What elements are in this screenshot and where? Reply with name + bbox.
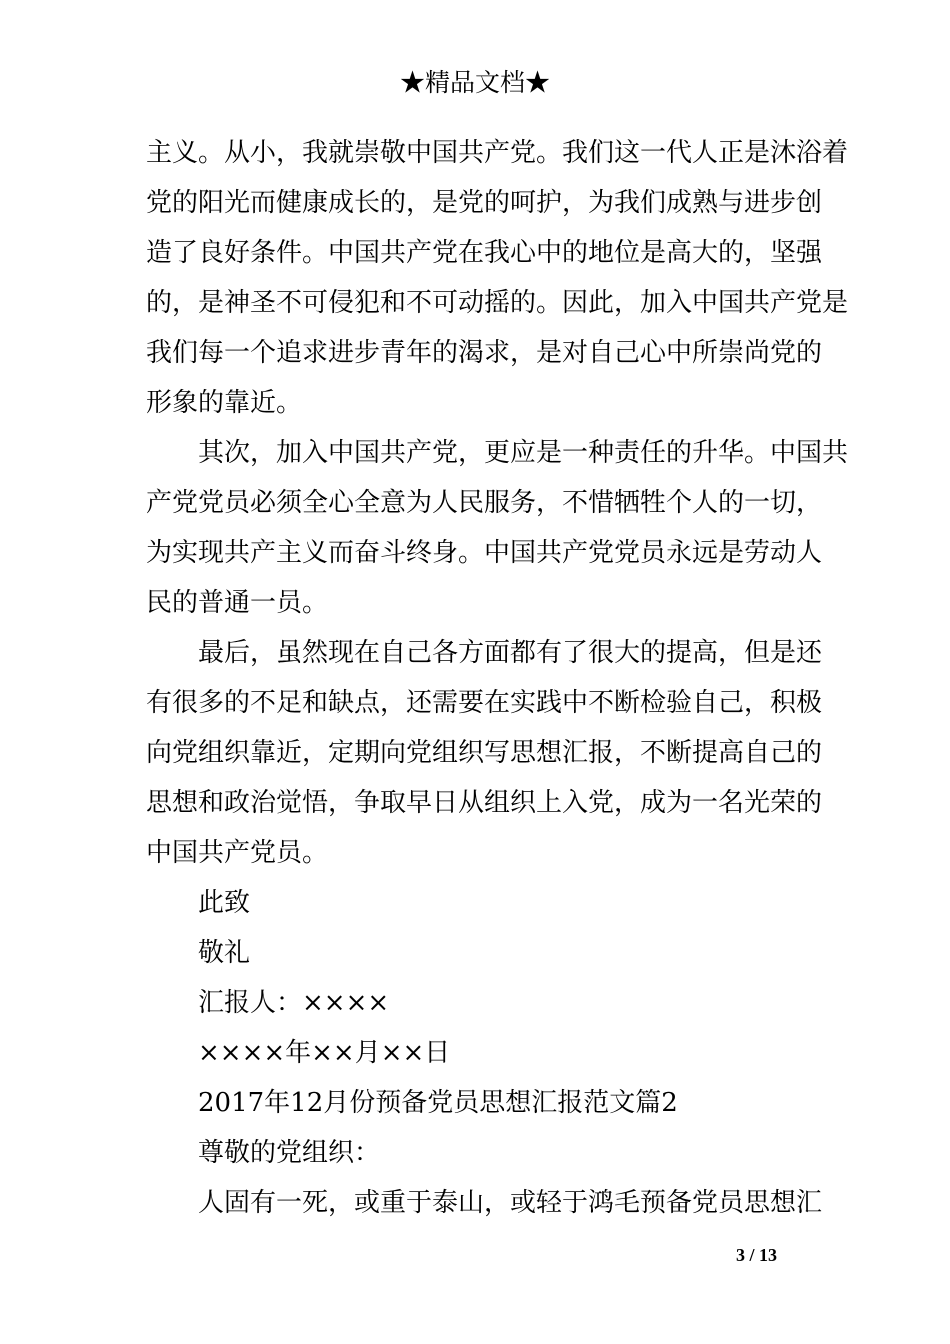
page-number: 3 / 13: [736, 1245, 778, 1265]
text-line: 有很多的不足和缺点，还需要在实践中不断检验自己，积极: [146, 688, 823, 718]
text-line: 民的普通一员。: [146, 588, 329, 618]
text-line: 思想和政治觉悟，争取早日从组织上入党，成为一名光荣的: [146, 788, 823, 818]
text-line: 为实现共产主义而奋斗终身。中国共产党党员永远是劳动人: [146, 538, 823, 568]
text-line: 形象的靠近。: [146, 388, 303, 418]
section-title: 2017年12月份预备党员思想汇报范文篇2: [198, 1088, 678, 1118]
text-line: 党的阳光而健康成长的，是党的呵护，为我们成熟与进步创: [146, 188, 823, 218]
text-line: 主义。从小，我就崇敬中国共产党。我们这一代人正是沐浴着: [146, 138, 849, 168]
closing-regards: 敬礼: [198, 938, 251, 968]
text-line: 中国共产党员。: [146, 838, 329, 868]
text-line: 造了良好条件。中国共产党在我心中的地位是高大的，坚强: [146, 238, 823, 268]
text-line: 的，是神圣不可侵犯和不可动摇的。因此，加入中国共产党是: [146, 288, 849, 318]
reporter-line: 汇报人：××××: [198, 988, 390, 1018]
text-line: 我们每一个追求进步青年的渴求，是对自己心中所崇尚党的: [146, 338, 823, 368]
date-line: ××××年××月××日: [198, 1038, 451, 1068]
text-line: 产党党员必须全心全意为人民服务，不惜牺牲个人的一切，: [146, 488, 823, 518]
text-line: 人固有一死，或重于泰山，或轻于鸿毛预备党员思想汇: [198, 1188, 823, 1218]
text-line: 向党组织靠近，定期向党组织写思想汇报，不断提高自己的: [146, 738, 823, 768]
text-line: 其次，加入中国共产党，更应是一种责任的升华。中国共: [198, 438, 849, 468]
document-body: [146, 128, 849, 1228]
closing-salutation: 此致: [198, 888, 251, 918]
greeting-line: 尊敬的党组织：: [198, 1138, 381, 1168]
text-line: 最后，虽然现在自己各方面都有了很大的提高，但是还: [198, 638, 823, 668]
page-header-title: ★精品文档★: [399, 68, 550, 97]
